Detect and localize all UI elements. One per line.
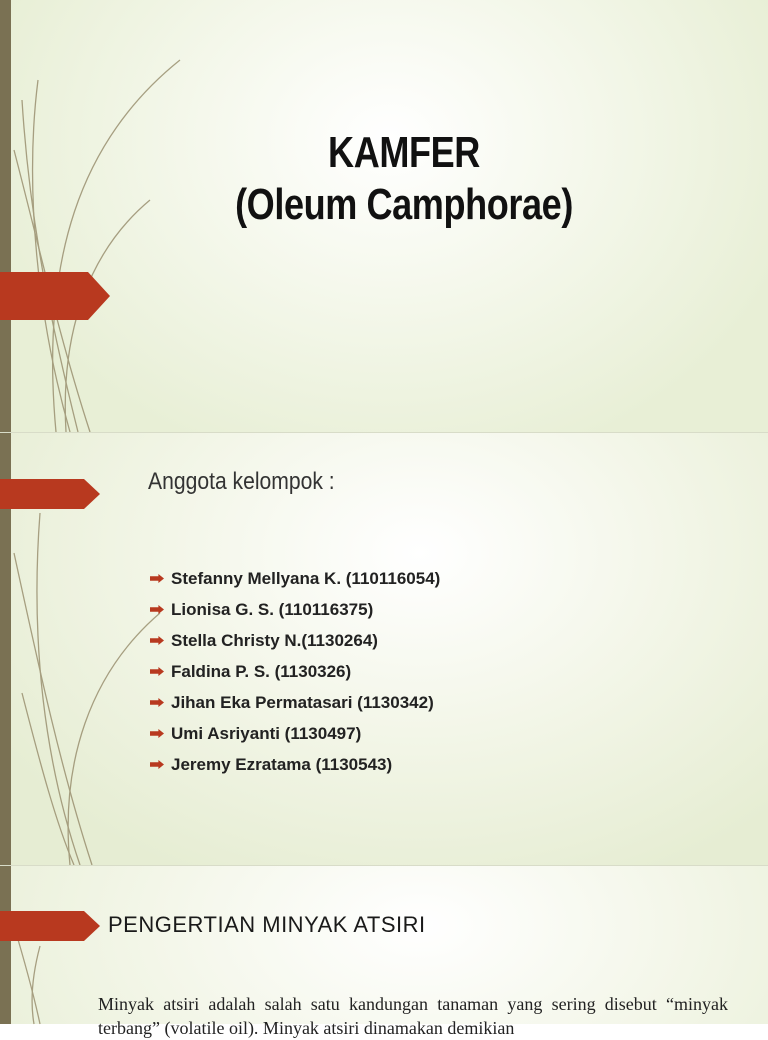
arrow-bullet-icon xyxy=(150,667,164,676)
arrow-bullet-icon xyxy=(150,729,164,738)
arrow-bullet-icon xyxy=(150,698,164,707)
member-name: Faldina P. S. (1130326) xyxy=(171,661,352,681)
arrow-tab-icon xyxy=(0,479,100,509)
arrow-bullet-icon xyxy=(150,760,164,769)
member-name: Stella Christy N.(1130264) xyxy=(171,630,378,650)
members-heading: Anggota kelompok : xyxy=(148,468,335,495)
member-name: Umi Asriyanti (1130497) xyxy=(171,723,362,743)
list-item xyxy=(150,594,440,625)
list-item xyxy=(150,687,440,718)
member-name: Jeremy Ezratama (1130543) xyxy=(171,754,393,774)
list-item xyxy=(150,563,440,594)
slide-members xyxy=(0,433,768,865)
list-item xyxy=(150,718,440,749)
list-item xyxy=(150,625,440,656)
arrow-bullet-icon xyxy=(150,605,164,614)
title-line-2: (Oleum Camphorae) xyxy=(235,180,573,229)
definition-paragraph: Minyak atsiri adalah salah satu kandungan tanaman yang sering disebut “minyak terbang” (volatile oil). Minyak atsiri dinamakan demikian xyxy=(98,994,728,1038)
arrow-tab-icon xyxy=(0,911,100,941)
slide-title xyxy=(0,0,768,432)
member-name: Stefanny Mellyana K. (110116054) xyxy=(171,568,441,588)
list-item xyxy=(150,749,440,780)
member-name: Jihan Eka Permatasari (1130342) xyxy=(171,692,434,712)
slide-definition xyxy=(0,866,768,1038)
list-item xyxy=(150,656,440,687)
members-list xyxy=(150,563,440,780)
arrow-bullet-icon xyxy=(150,574,164,583)
page-title xyxy=(73,127,736,231)
arrow-tab-icon xyxy=(0,272,110,320)
section-title: PENGERTIAN MINYAK ATSIRI xyxy=(108,912,426,937)
member-name: Lionisa G. S. (110116375) xyxy=(171,599,374,619)
arrow-bullet-icon xyxy=(150,636,164,645)
title-line-1: KAMFER xyxy=(328,128,480,177)
